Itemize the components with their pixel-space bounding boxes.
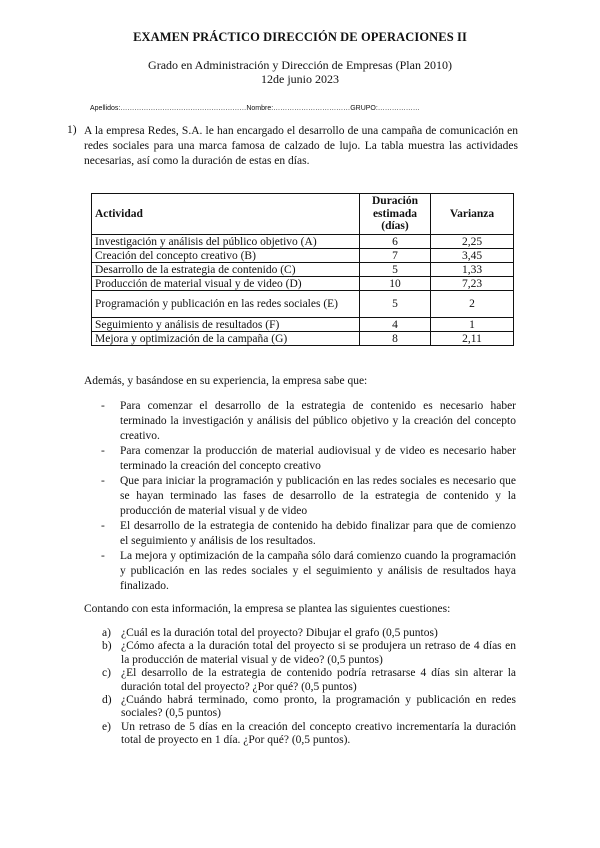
table-row <box>92 263 514 277</box>
fact-text: Que para iniciar la programación y publicación en las redes sociales es necesario que se hayan terminado las fases de desarrollo de la estrategia de contenido y la producción de material visual y de video <box>120 475 516 517</box>
question-label: c) <box>102 667 111 680</box>
activity-cell: Producción de material visual y de video (D) <box>92 277 360 291</box>
exam-subtitle <box>0 58 600 86</box>
duration-cell: 4 <box>360 318 431 332</box>
question-text: ¿Cuándo habrá terminado, como pronto, la programación y publicación en redes sociales? (0,5 puntos) <box>121 694 516 720</box>
bullet-dash: - <box>101 475 105 487</box>
duration-cell: 5 <box>360 263 431 277</box>
exam-date: 12de junio 2023 <box>261 72 339 86</box>
duration-cell: 8 <box>360 332 431 346</box>
bullet-dash: - <box>101 445 105 457</box>
duration-cell: 5 <box>360 291 431 318</box>
header-duration: Duración estimada (días) <box>360 194 431 235</box>
list-item <box>0 694 516 721</box>
question-text: ¿El desarrollo de la estrategia de contenido podría retrasarse 4 días sin alterar la duración total del proyecto? ¿Por qué? (0,5 puntos) <box>121 667 516 693</box>
list-item <box>0 519 516 549</box>
table-header-row <box>92 194 514 235</box>
duration-cell: 6 <box>360 235 431 249</box>
question-label: b) <box>102 640 112 653</box>
exam-title: EXAMEN PRÁCTICO DIRECCIÓN DE OPERACIONES II <box>133 30 467 44</box>
list-item <box>0 474 516 519</box>
table-row <box>92 318 514 332</box>
counting-text: Contando con esta información, la empresa se plantea las siguientes cuestiones: <box>84 603 451 615</box>
duration-cell: 10 <box>360 277 431 291</box>
list-item <box>0 667 516 694</box>
header-variance: Varianza <box>431 194 514 235</box>
question-label: e) <box>102 720 111 733</box>
facts-list <box>0 399 600 594</box>
fact-text: Para comenzar el desarrollo de la estrategia de contenido es necesario haber terminado la investigación y análisis del público objetivo y la creación del concepto creativo. <box>120 400 516 442</box>
table-row <box>92 249 514 263</box>
variance-cell: 2 <box>431 291 514 318</box>
activity-cell: Creación del concepto creativo (B) <box>92 249 360 263</box>
table-row <box>92 291 514 318</box>
question-text: ¿Cómo afecta a la duración total del proyecto si se produjera un retraso de 4 días en la producción de material visual y de video? (0,5 puntos) <box>121 640 516 666</box>
variance-cell: 2,11 <box>431 332 514 346</box>
question-number: 1) <box>67 124 77 136</box>
activity-cell: Desarrollo de la estrategia de contenido (C) <box>92 263 360 277</box>
fact-text: La mejora y optimización de la campaña sólo dará comienzo cuando la programación y publicación en las redes sociales y el seguimiento y análisis de resultados haya finalizado. <box>120 550 516 592</box>
activity-cell: Programación y publicación en las redes sociales (E) <box>92 291 360 318</box>
list-item <box>0 444 516 474</box>
activity-cell: Seguimiento y análisis de resultados (F) <box>92 318 360 332</box>
list-item <box>0 640 516 667</box>
fact-text: Para comenzar la producción de material audiovisual y de video es necesario haber terminado la creación del concepto creativo <box>120 445 516 472</box>
table-row <box>92 277 514 291</box>
table-row <box>92 332 514 346</box>
fact-text: El desarrollo de la estrategia de contenido ha debido finalizar para que de comienzo el seguimiento y análisis de los resultados. <box>120 520 516 547</box>
list-item <box>0 549 516 594</box>
variance-cell: 7,23 <box>431 277 514 291</box>
table-row <box>92 235 514 249</box>
activities-table <box>91 193 514 346</box>
duration-cell: 7 <box>360 249 431 263</box>
question-text: ¿Cuál es la duración total del proyecto? Dibujar el grafo (0,5 puntos) <box>121 627 438 639</box>
questions-list <box>0 627 600 748</box>
degree-line: Grado en Administración y Dirección de Empresas (Plan 2010) <box>148 58 452 72</box>
bullet-dash: - <box>101 520 105 532</box>
bullet-dash: - <box>101 550 105 562</box>
activity-cell: Mejora y optimización de la campaña (G) <box>92 332 360 346</box>
besides-text: Además, y basándose en su experiencia, la empresa sabe que: <box>84 375 368 387</box>
variance-cell: 1 <box>431 318 514 332</box>
variance-cell: 3,45 <box>431 249 514 263</box>
bullet-dash: - <box>101 400 105 412</box>
list-item <box>0 399 516 444</box>
header-activity: Actividad <box>92 194 360 235</box>
question-intro: A la empresa Redes, S.A. le han encargado el desarrollo de una campaña de comunicación en redes sociales para una marca famosa de calzado de lujo. La tabla muestra las actividades necesarias, así como la duración de estas en días. <box>84 125 518 167</box>
variance-cell: 1,33 <box>431 263 514 277</box>
question-text: Un retraso de 5 días en la creación del concepto creativo incrementaría la duración total de proyecto en 1 día. ¿Por qué? (0,5 puntos). <box>121 720 516 747</box>
variance-cell: 2,25 <box>431 235 514 249</box>
question-label: a) <box>102 627 111 639</box>
activity-cell: Investigación y análisis del público objetivo (A) <box>92 235 360 249</box>
question-label: d) <box>102 694 112 707</box>
student-info-line: Apellidos:………………………………………………Nombre:……………………………GRUPO:……………… <box>90 105 420 112</box>
list-item <box>0 627 516 640</box>
list-item <box>0 721 516 748</box>
